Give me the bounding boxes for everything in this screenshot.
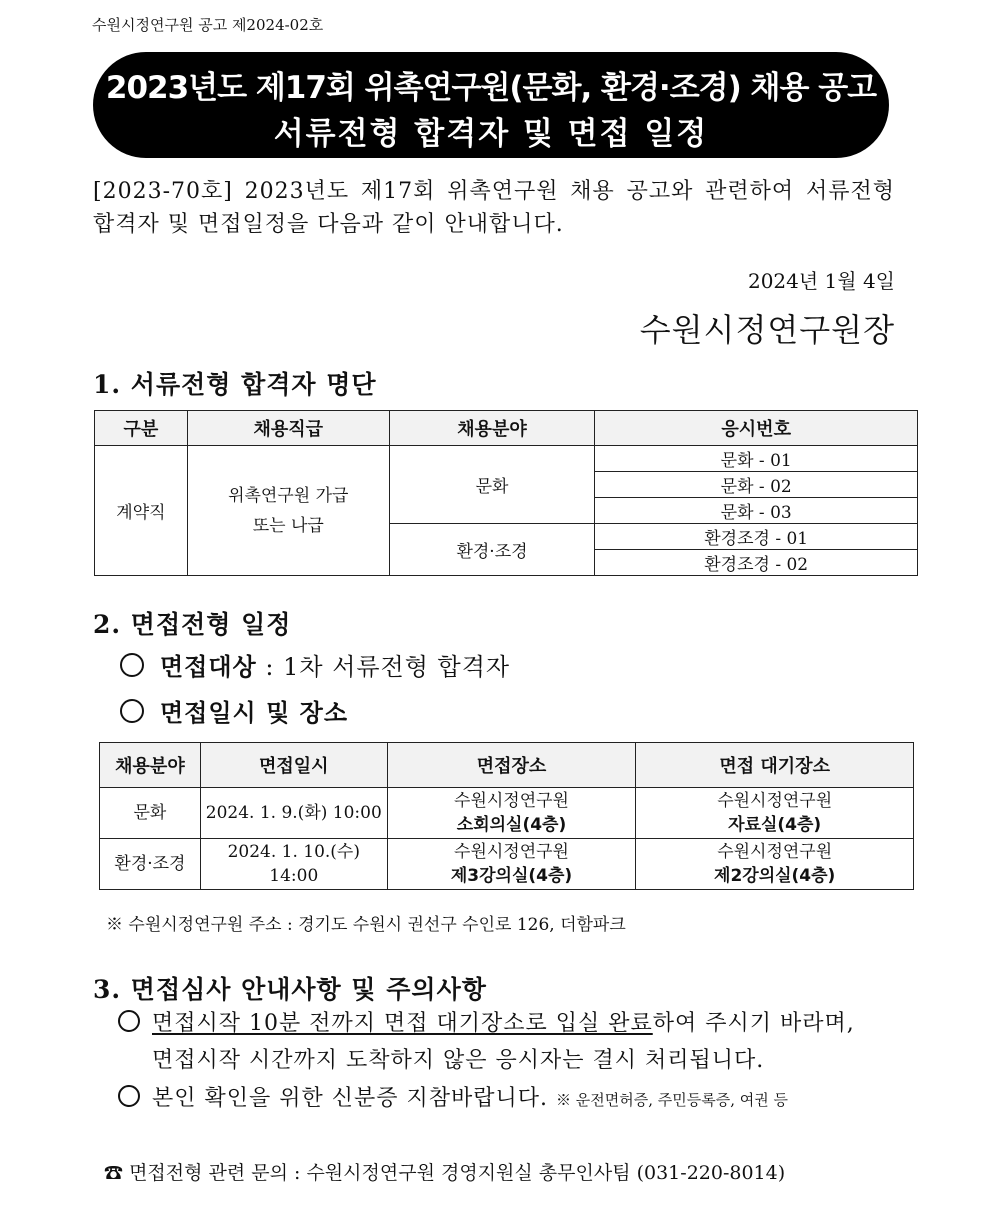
notice-item-2 [118,1081,788,1112]
place-cell [387,839,636,890]
wait-room: 제2강의실(4층) [714,866,836,886]
interview-schedule-table [99,742,914,890]
rank-line2: 또는 나급 [252,515,324,536]
field-culture-cell: 문화 [389,446,595,524]
table-header-row [95,411,918,446]
header-rank: 채용직급 [187,411,389,446]
section3-heading: 3. 면접심사 안내사항 및 주의사항 [93,975,487,1004]
circle-bullet-icon [118,1085,140,1107]
header-waiting-place: 면접 대기장소 [636,743,914,788]
field-cell: 문화 [100,788,201,839]
section1-heading: 1. 서류전형 합격자 명단 [93,370,377,399]
passers-table [94,410,918,576]
header-category: 구분 [95,411,188,446]
contact-footer [104,1158,785,1185]
applicant-number: 환경조경 - 02 [595,550,918,576]
place-org: 수원시정연구원 [454,791,569,811]
circle-bullet-icon [120,699,144,723]
address-note: ※ 수원시정연구원 주소 : 경기도 수원시 권선구 수인로 126, 더함파크 [106,915,626,935]
rank-line1: 위촉연구원 가급 [228,485,349,506]
interview-datetime-place [120,693,348,728]
place-org: 수원시정연구원 [454,842,569,862]
place-room: 제3강의실(4층) [450,866,573,886]
applicant-number: 문화 - 01 [595,446,918,472]
notice-item-2-text: 본인 확인을 위한 신분증 지참바랍니다. [152,1086,548,1111]
datetime-cell: 2024. 1. 10.(수) 14:00 [200,839,387,890]
notice-date: 2024년 1월 4일 [747,269,895,293]
contact-text: 면접전형 관련 문의 : 수원시정연구원 경영지원실 총무인사팀 (031-220-8014) [129,1162,786,1184]
wait-room: 자료실(4층) [728,815,822,835]
header-datetime: 면접일시 [200,743,387,788]
header-place: 면접장소 [387,743,636,788]
title-line1: 2023년도 제17회 위촉연구원(문화, 환경·조경) 채용 공고 [105,70,877,106]
notice-item-1-rest: 하여 주시기 바라며, [652,1011,855,1036]
applicant-number: 문화 - 03 [595,498,918,524]
field-landscape-cell: 환경·조경 [389,524,595,576]
title-banner [93,52,889,158]
notice-item-2-note: ※ 운전면허증, 주민등록증, 여권 등 [556,1091,788,1109]
circle-bullet-icon [120,653,144,677]
header-field: 채용분야 [100,743,201,788]
table-header-row [100,743,914,788]
header-field: 채용분야 [389,411,595,446]
section2-heading: 2. 면접전형 일정 [93,610,292,639]
table-row [95,446,918,472]
applicant-number: 환경조경 - 01 [595,524,918,550]
notice-item-1-line2: 면접시작 시간까지 도착하지 않은 응시자는 결시 처리됩니다. [152,1048,765,1073]
circle-bullet-icon [118,1010,140,1032]
signer: 수원시정연구원장 [639,311,895,349]
datetime-cell: 2024. 1. 9.(화) 10:00 [200,788,387,839]
interview-target [120,647,510,682]
category-cell: 계약직 [95,446,188,576]
place-room: 소회의실(4층) [456,815,567,835]
interview-datetime-label: 면접일시 및 장소 [160,698,348,727]
notice-item-1 [118,1006,855,1037]
wait-org: 수원시정연구원 [717,842,833,862]
header-applicant-number: 응시번호 [595,411,918,446]
rank-cell [187,446,389,576]
table-row [100,839,914,890]
title-line2: 서류전형 합격자 및 면접 일정 [273,116,709,152]
interview-target-label: 면접대상 [160,652,257,681]
place-cell [387,788,636,839]
table-row [100,788,914,839]
notice-number: 수원시정연구원 공고 제2024-02호 [92,16,324,34]
applicant-number: 문화 - 02 [595,472,918,498]
waiting-place-cell [636,839,914,890]
waiting-place-cell [636,788,914,839]
notice-item-1-underlined: 면접시작 10분 전까지 면접 대기장소로 입실 완료 [152,1011,653,1036]
wait-org: 수원시정연구원 [717,791,833,811]
intro-paragraph: [2023-70호] 2023년도 제17회 위촉연구원 채용 공고와 관련하여 서류전형 합격자 및 면접일정을 다음과 같이 안내합니다. [93,179,895,237]
phone-icon: ☎ [104,1162,124,1184]
interview-target-value: : 1차 서류전형 합격자 [265,653,511,681]
field-cell: 환경·조경 [100,839,201,890]
